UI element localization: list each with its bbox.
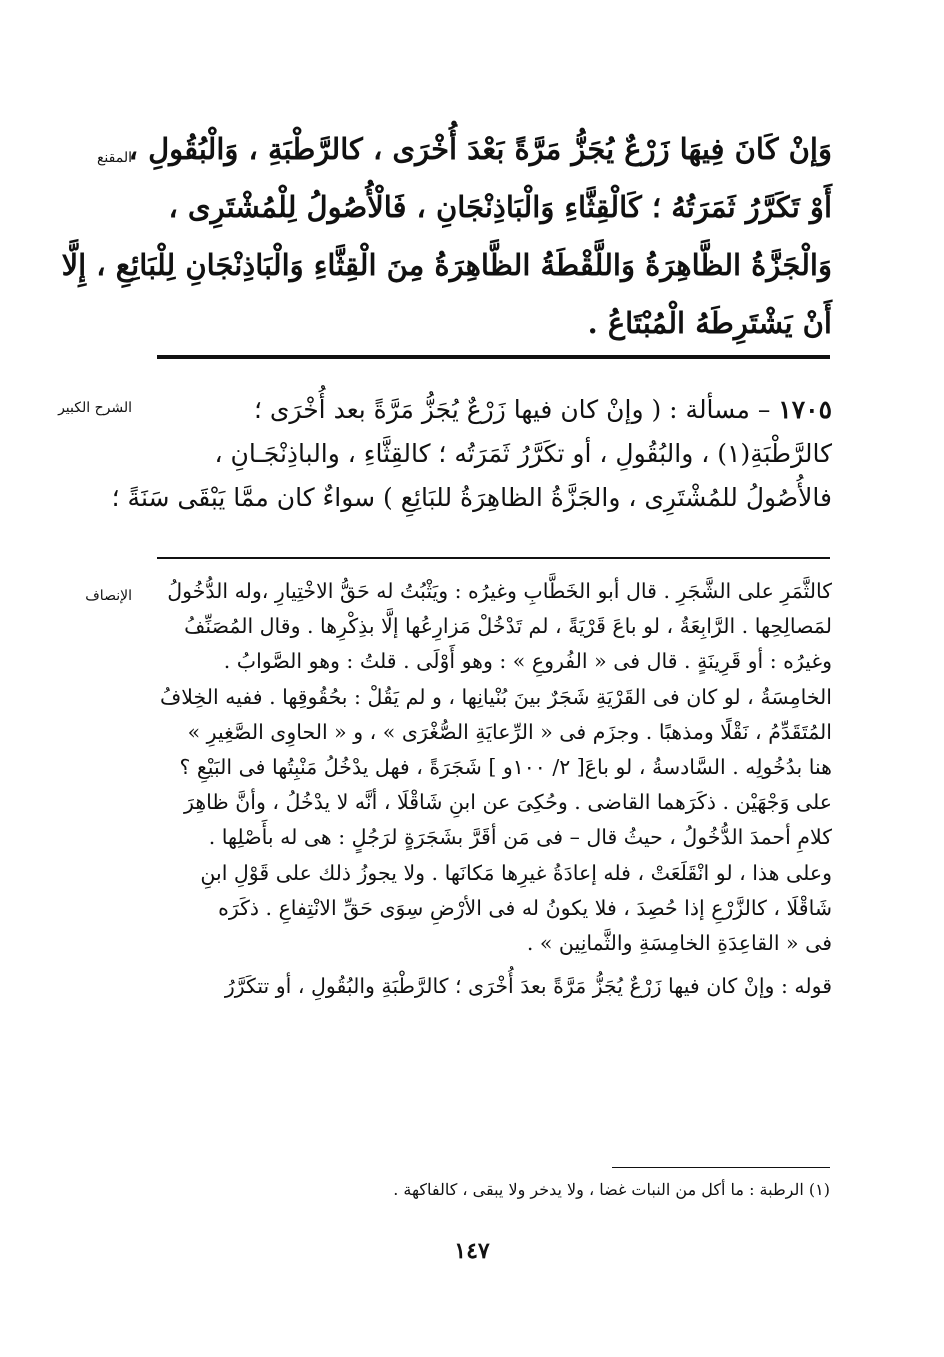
issue-number: ١٧٠٥ <box>778 395 832 424</box>
insaf-line: المُتَقَدِّمُ ، نَقْلًا ومذهبًا . وجزَم فى « الرِّعايَةِ الصُّغْرَى » ، و « الحاوِى الصَّغِيرِ » <box>187 719 832 744</box>
insaf-text <box>152 574 832 1004</box>
label-sharh: الشرح الكبير <box>58 400 132 416</box>
insaf-line: الخامِسَةُ ، لو كان فى القَرْيَةِ شَجَرٌ بينَ بُنْيانِها ، و لم يَقُلْ : بحُقُوقِها . ففيه الخِلافُ <box>160 684 832 709</box>
sharh-line: فالأُصُولُ للمُشْتَرِى ، والجَزَّةُ الظاهِرَةُ للبَائِعِ ) سواءٌ كان ممَّا يَبْقَى سَنَةً ؛ <box>111 483 832 512</box>
section-divider-thin <box>157 557 830 559</box>
footnote: (١) الرطبة : ما أكل من النبات غضا ، ولا يدخر ولا يبقى ، كالفاكهة . <box>393 1180 830 1199</box>
matn-line: وَإنْ كَانَ فِيهَا زَرْعٌ يُجَزُّ مَرَّةً بَعْدَ أُخْرَى ، كالرَّطْبَةِ ، وَالْبُقُولِ ، <box>128 132 832 166</box>
label-muqni: المقنع <box>96 150 132 166</box>
insaf-line: لمَصالِحِها . الرَّابِعَةُ ، لو باعَ قَرْيَةً ، لم تَدْخُلْ مَزارِعُها إلَّا بذِكْرِها . وقال المُصَنِّفُ <box>184 614 832 639</box>
insaf-line: قوله : وإنْ كان فيها زَرْعٌ يُجَزُّ مَرَّةً بعدَ أُخْرَى ؛ كالرَّطْبَةِ والبُقُولِ ، أو تتكَرَّرُ <box>224 974 832 999</box>
insaf-line: على وَجْهَيْن . ذكَرَهما القاضى . وحُكِىَ عن ابنِ شَاقْلَا ، أنَّه لا يدْخُلُ ، وأنَّ ظاهِرَ <box>184 790 832 815</box>
page-number: ١٤٧ <box>454 1238 490 1264</box>
matn-line: أَنْ يَشْتَرِطَهُ الْمُبْتَاعُ . <box>587 306 832 340</box>
insaf-line: شَاقْلَا ، كالزَّرْعِ إذا حُصِدَ ، فلا يكونُ له فى الأرْضِ سِوَى حَقِّ الانْتِفاعِ . ذكَرَه <box>218 895 832 920</box>
insaf-line: وغيرُه : أو قَرِينَةٍ . قال فى « الفُروعِ » : وهو أَوْلَى . قلتُ : وهو الصَّوابُ . <box>223 649 832 674</box>
insaf-line: كالثَّمَرِ على الشَّجَرِ . قال أبو الخَطَّابِ وغيرُه : ويَثْبُتُ له حَقُّ الاخْتِيارِ ،وله الدُّخُولُ <box>167 579 832 603</box>
insaf-line: وعلى هذا ، لو انْقَلَعَتْ ، فله إعادَةُ غيرِها مَكانَها . ولا يجوزُ ذلك على قَوْلِ ابنِ <box>200 860 832 885</box>
sharh-text <box>111 388 832 520</box>
issue-heading: – مسألة : ( وإنْ كان فيها زَرْعٌ يُجَزُّ مَرَّةً بعد أُخْرَى ؛ <box>253 395 771 424</box>
label-insaf: الإنصاف <box>85 588 132 604</box>
section-divider-thick <box>157 355 830 359</box>
insaf-line: كلامِ أحمدَ الدُّخُولُ ، حيثُ قال – فى مَن أقَرَّ بشَجَرَةٍ لرَجُلٍ : هى له بأَصْلِها . <box>208 825 832 850</box>
insaf-line: فى « القاعِدَةِ الخامِسَةِ والثَّمانِين » . <box>526 931 832 956</box>
insaf-line: هنا بدُخُولِه . السَّادسةُ ، لو باعَ[ ٢/ ١٠٠و ] شَجَرَةً ، فهل يدْخُلُ مَنْبِتُها فى البَيْعِ ؟ <box>179 755 832 780</box>
sharh-line <box>152 388 832 432</box>
matn-line: أَوْ تَكَرَّرُ ثَمَرَتُهُ ؛ كَالْقِثَّاءِ وَالْبَاذِنْجَانِ ، فَالْأُصُولُ لِلْمُشْتَرِى ، <box>168 190 832 224</box>
matn-line: وَالْجَزَّةُ الظَّاهِرَةُ وَاللَّقْطَةُ الظَّاهِرَةُ مِنَ الْقِثَّاءِ وَالْبَاذِنْجَانِ لِلْبَائِعِ ، إِلَّا <box>61 248 832 282</box>
sharh-line: كالرَّطْبَةِ(١) ، والبُقُولِ ، أو تكَرَّرُ ثَمَرَتُه ؛ كالقِثَّاءِ ، والباذِنْجَـانِ ، <box>214 439 832 468</box>
footnote-divider <box>612 1167 830 1168</box>
